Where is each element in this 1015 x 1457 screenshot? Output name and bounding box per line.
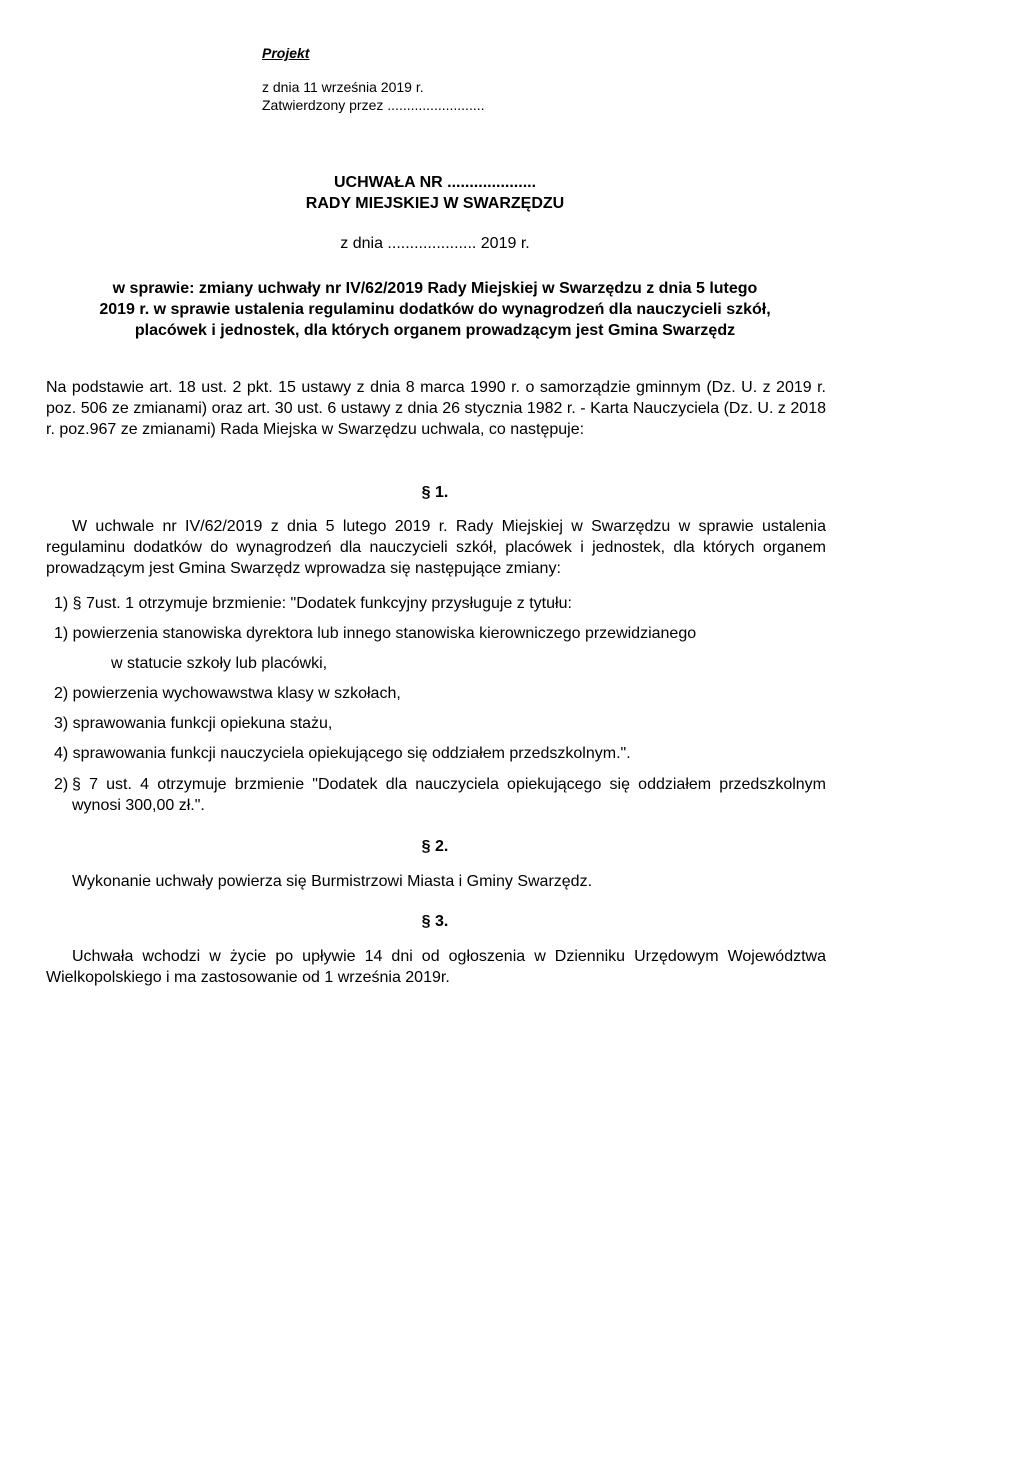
amendment-item-1: 1) § 7ust. 1 otrzymuje brzmienie: "Dodatek funkcyjny przysługuje z tytułu: bbox=[54, 595, 572, 612]
amendment-subitem-1: 1) powierzenia stanowiska dyrektora lub innego stanowiska kierowniczego przewidzianego bbox=[54, 625, 697, 642]
amendment-subitem-4: 4) sprawowania funkcji nauczyciela opiekującego się oddziałem przedszkolnym.". bbox=[54, 745, 631, 762]
section-2-heading: § 2. bbox=[421, 838, 449, 855]
amendment-subitem-1-cont: w statucie szkoły lub placówki, bbox=[111, 655, 328, 672]
section-2-text: Wykonanie uchwały powierza się Burmistrzowi Miasta i Gminy Swarzędz. bbox=[72, 873, 593, 890]
preamble: Na podstawie art. 18 ust. 2 pkt. 15 ustawy z dnia 8 marca 1990 r. o samorządzie gminnym (Dz. U. z 2019 r. poz. 506 ze zmianami) oraz art. 30 ust. 6 ustawy z dnia 26 stycznia 1982 r. - Karta Nauczyciela (Dz. U. z 2018 r. poz.967 ze zmianami) Rada Miejska w Swarzędzu uchwala, co następuje: bbox=[46, 379, 826, 438]
resolution-subject bbox=[40, 278, 830, 341]
section-3-text: Uchwała wchodzi w życie po upływie 14 dni od ogłoszenia w Dzienniku Urzędowym Województwa Wielkopolskiego i ma zastosowanie od 1 września 2019r. bbox=[46, 948, 826, 986]
amendment-subitem-3: 3) sprawowania funkcji opiekuna stażu, bbox=[54, 715, 333, 732]
draft-date: z dnia 11 września 2019 r. bbox=[262, 79, 424, 95]
section-1-intro: W uchwale nr IV/62/2019 z dnia 5 lutego 2019 r. Rady Miejskiej w Swarzędzu w sprawie ustalenia regulaminu dodatków do wynagrodzeń dla nauczycieli szkół, placówek i jednostek, dla których organem prowadzącym jest Gmina Swarzędz wprowadza się następujące zmiany: bbox=[46, 518, 826, 577]
amendment-item-2-number: 2) bbox=[54, 776, 69, 793]
subject-line-3: placówek i jednostek, dla których organem prowadzącym jest Gmina Swarzędz bbox=[134, 322, 736, 339]
resolution-date: z dnia .................... 2019 r. bbox=[340, 235, 530, 252]
amendment-item-2: § 7 ust. 4 otrzymuje brzmienie "Dodatek dla nauczyciela opiekującego się oddziałem przedszkolnym wynosi 300,00 zł.". bbox=[72, 776, 826, 814]
resolution-number: UCHWAŁA NR .................... bbox=[333, 174, 537, 191]
approved-by: Zatwierdzony przez ......................... bbox=[262, 97, 485, 113]
document-header bbox=[262, 44, 485, 114]
council-name: RADY MIEJSKIEJ W SWARZĘDZU bbox=[305, 195, 565, 212]
section-1-heading: § 1. bbox=[421, 484, 449, 501]
subject-line-1: w sprawie: zmiany uchwały nr IV/62/2019 Rady Miejskiej w Swarzędzu z dnia 5 lutego bbox=[112, 280, 758, 297]
subject-line-2: 2019 r. w sprawie ustalenia regulaminu dodatków do wynagrodzeń dla nauczycieli szkół, bbox=[99, 301, 771, 318]
draft-label: Projekt bbox=[262, 45, 310, 61]
amendment-subitem-2: 2) powierzenia wychowawstwa klasy w szkołach, bbox=[54, 685, 401, 702]
section-3-heading: § 3. bbox=[421, 913, 449, 930]
